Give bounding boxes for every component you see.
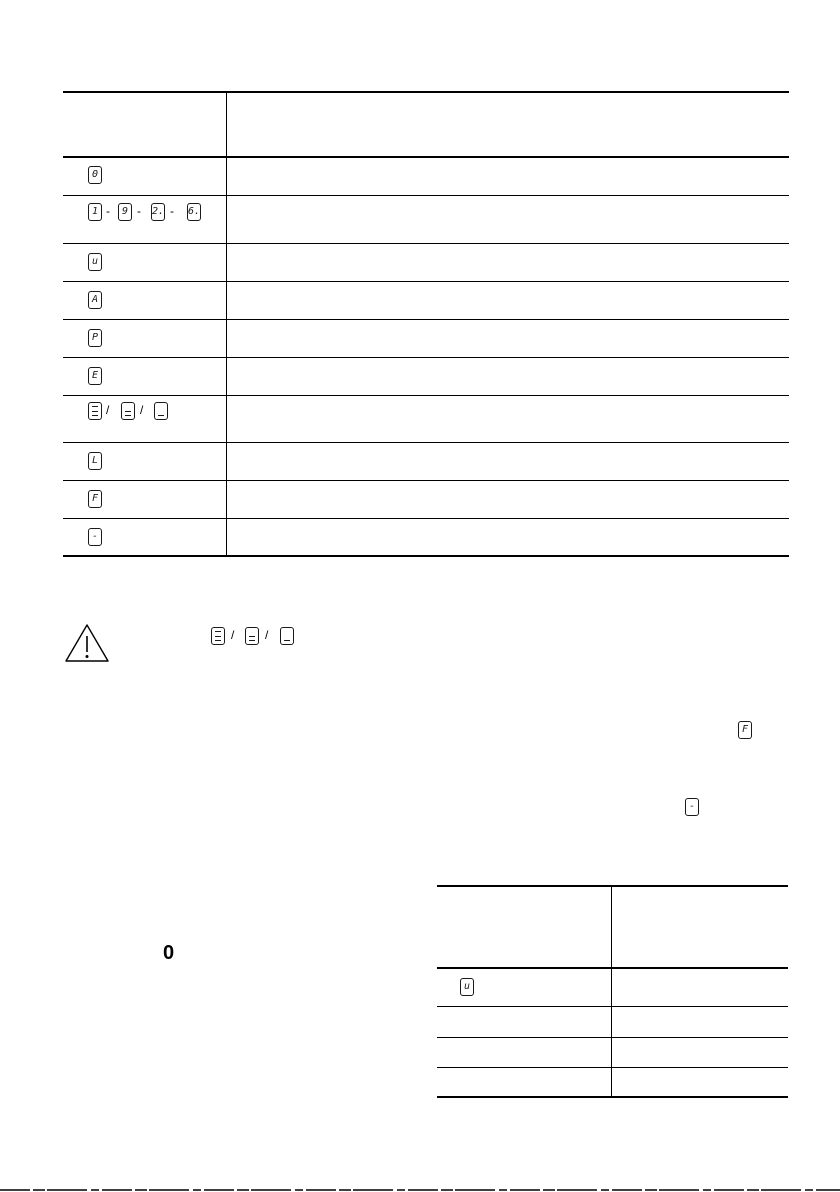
table-bottom-rule xyxy=(437,1096,788,1098)
separator: - xyxy=(106,204,110,218)
heat-low-icon xyxy=(280,627,294,645)
separator: - xyxy=(137,204,141,218)
table-row-rule xyxy=(63,281,789,282)
table-row-rule xyxy=(63,243,789,244)
table-top-rule xyxy=(437,885,788,887)
table-column-divider xyxy=(611,885,612,1097)
separator: / xyxy=(140,403,144,417)
display-key-u: u xyxy=(88,253,102,271)
separator: - xyxy=(170,204,174,218)
heat-high-icon xyxy=(88,402,102,420)
table-row-rule xyxy=(63,357,789,358)
table-row-rule xyxy=(63,480,789,481)
display-key-0: 0 xyxy=(88,166,102,184)
table-column-divider xyxy=(226,91,227,556)
zero-glyph: 0 xyxy=(163,942,175,964)
display-key-6: 6. xyxy=(187,203,201,221)
warning-triangle-icon xyxy=(64,623,110,663)
table-header-rule xyxy=(437,967,788,969)
display-key-9: 9 xyxy=(118,203,132,221)
separator: / xyxy=(231,628,235,642)
table-row-rule xyxy=(63,395,789,396)
table-row-rule xyxy=(63,195,789,196)
heat-low-icon xyxy=(154,402,168,420)
table-row-rule xyxy=(437,1067,788,1068)
separator: / xyxy=(265,628,269,642)
display-key-a: A xyxy=(88,291,102,309)
page-edge-strip xyxy=(0,1188,840,1192)
table-row-rule xyxy=(63,518,789,519)
table-bottom-rule xyxy=(63,555,789,557)
table-row-rule xyxy=(437,1006,788,1007)
display-key-1: 1 xyxy=(88,203,102,221)
heat-mid-icon xyxy=(121,402,135,420)
display-key-dash: - xyxy=(685,798,699,816)
display-key-u: u xyxy=(460,978,474,996)
heat-high-icon xyxy=(211,627,225,645)
separator: / xyxy=(106,403,110,417)
table-header-rule xyxy=(63,156,789,158)
table-row-rule xyxy=(63,442,789,443)
display-key-f: F xyxy=(738,721,752,739)
display-key-l: L xyxy=(88,452,102,470)
display-key-2: 2. xyxy=(151,203,165,221)
display-key-p: P xyxy=(88,329,102,347)
display-key-f: F xyxy=(88,490,102,508)
display-key-dash: - xyxy=(88,528,102,546)
table-row-rule xyxy=(437,1037,788,1038)
heat-mid-icon xyxy=(245,627,259,645)
display-key-e: E xyxy=(88,367,102,385)
table-top-rule xyxy=(63,91,789,93)
table-row-rule xyxy=(63,319,789,320)
